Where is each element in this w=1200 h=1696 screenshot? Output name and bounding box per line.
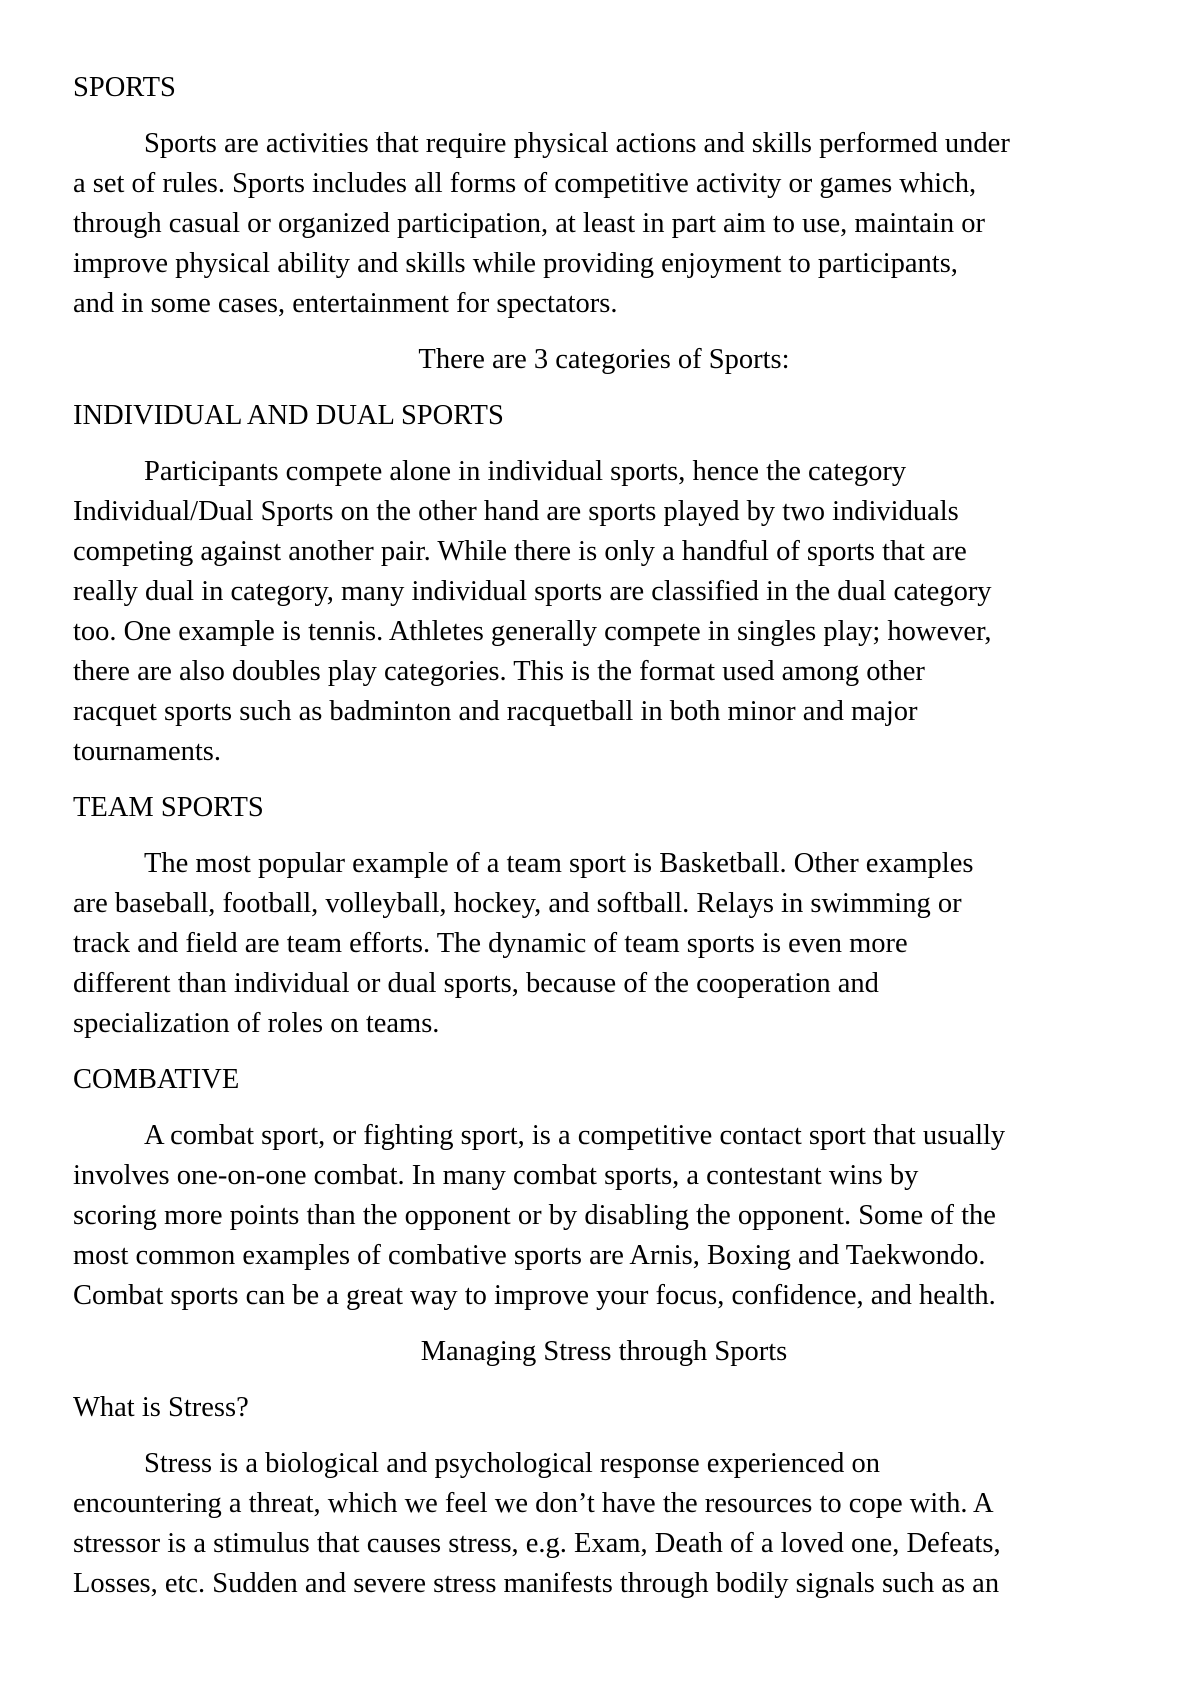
section-heading-team: TEAM SPORTS — [73, 792, 264, 823]
stress-paragraph — [73, 1444, 1135, 1604]
paragraph-line: The most popular example of a team sport is Basketball. Other examples — [144, 848, 974, 879]
paragraph-line: Participants compete alone in individual sports, hence the category — [144, 456, 907, 487]
paragraph-line: scoring more points than the opponent or by disabling the opponent. Some of the — [73, 1200, 996, 1231]
categories-intro: There are 3 categories of Sports: — [418, 344, 790, 375]
paragraph-line: through casual or organized participation, at least in part aim to use, maintain or — [73, 208, 985, 239]
paragraph-line: racquet sports such as badminton and racquetball in both minor and major — [73, 696, 918, 727]
paragraph-line: specialization of roles on teams. — [73, 1008, 440, 1039]
combative-paragraph — [73, 1116, 1135, 1316]
paragraph-line: are baseball, football, volleyball, hockey, and softball. Relays in swimming or — [73, 888, 962, 919]
paragraph-line: Combat sports can be a great way to improve your focus, confidence, and health. — [73, 1280, 996, 1311]
paragraph-line: different than individual or dual sports, because of the cooperation and — [73, 968, 879, 999]
paragraph-line: Stress is a biological and psychological response experienced on — [144, 1448, 881, 1479]
paragraph-line: Sports are activities that require physical actions and skills performed under — [144, 128, 1010, 159]
document-body — [73, 68, 1135, 1604]
paragraph-line: A combat sport, or fighting sport, is a competitive contact sport that usually — [144, 1120, 1006, 1151]
paragraph-line: really dual in category, many individual sports are classified in the dual category — [73, 576, 992, 607]
team-paragraph — [73, 844, 1135, 1044]
paragraph-line: involves one-on-one combat. In many combat sports, a contestant wins by — [73, 1160, 919, 1191]
paragraph-line: and in some cases, entertainment for spectators. — [73, 288, 618, 319]
individual-paragraph — [73, 452, 1135, 772]
paragraph-line: stressor is a stimulus that causes stress, e.g. Exam, Death of a loved one, Defeats, — [73, 1528, 1001, 1559]
section-heading-stress: What is Stress? — [73, 1392, 249, 1423]
paragraph-line: competing against another pair. While there is only a handful of sports that are — [73, 536, 967, 567]
stress-section-title: Managing Stress through Sports — [420, 1336, 788, 1367]
paragraph-line: a set of rules. Sports includes all forms of competitive activity or games which, — [73, 168, 977, 199]
section-heading-individual: INDIVIDUAL AND DUAL SPORTS — [73, 400, 504, 431]
paragraph-line: most common examples of combative sports are Arnis, Boxing and Taekwondo. — [73, 1240, 986, 1271]
section-heading-combative: COMBATIVE — [73, 1064, 240, 1095]
paragraph-line: Losses, etc. Sudden and severe stress manifests through bodily signals such as an — [73, 1568, 1000, 1599]
paragraph-line: too. One example is tennis. Athletes generally compete in singles play; however, — [73, 616, 992, 647]
document-title: SPORTS — [73, 72, 176, 103]
paragraph-line: improve physical ability and skills while providing enjoyment to participants, — [73, 248, 958, 279]
paragraph-line: track and field are team efforts. The dynamic of team sports is even more — [73, 928, 908, 959]
paragraph-line: Individual/Dual Sports on the other hand are sports played by two individuals — [73, 496, 959, 527]
intro-paragraph — [73, 124, 1135, 324]
paragraph-line: there are also doubles play categories. This is the format used among other — [73, 656, 925, 687]
paragraph-line: encountering a threat, which we feel we don’t have the resources to cope with. A — [73, 1488, 994, 1519]
paragraph-line: tournaments. — [73, 736, 222, 767]
